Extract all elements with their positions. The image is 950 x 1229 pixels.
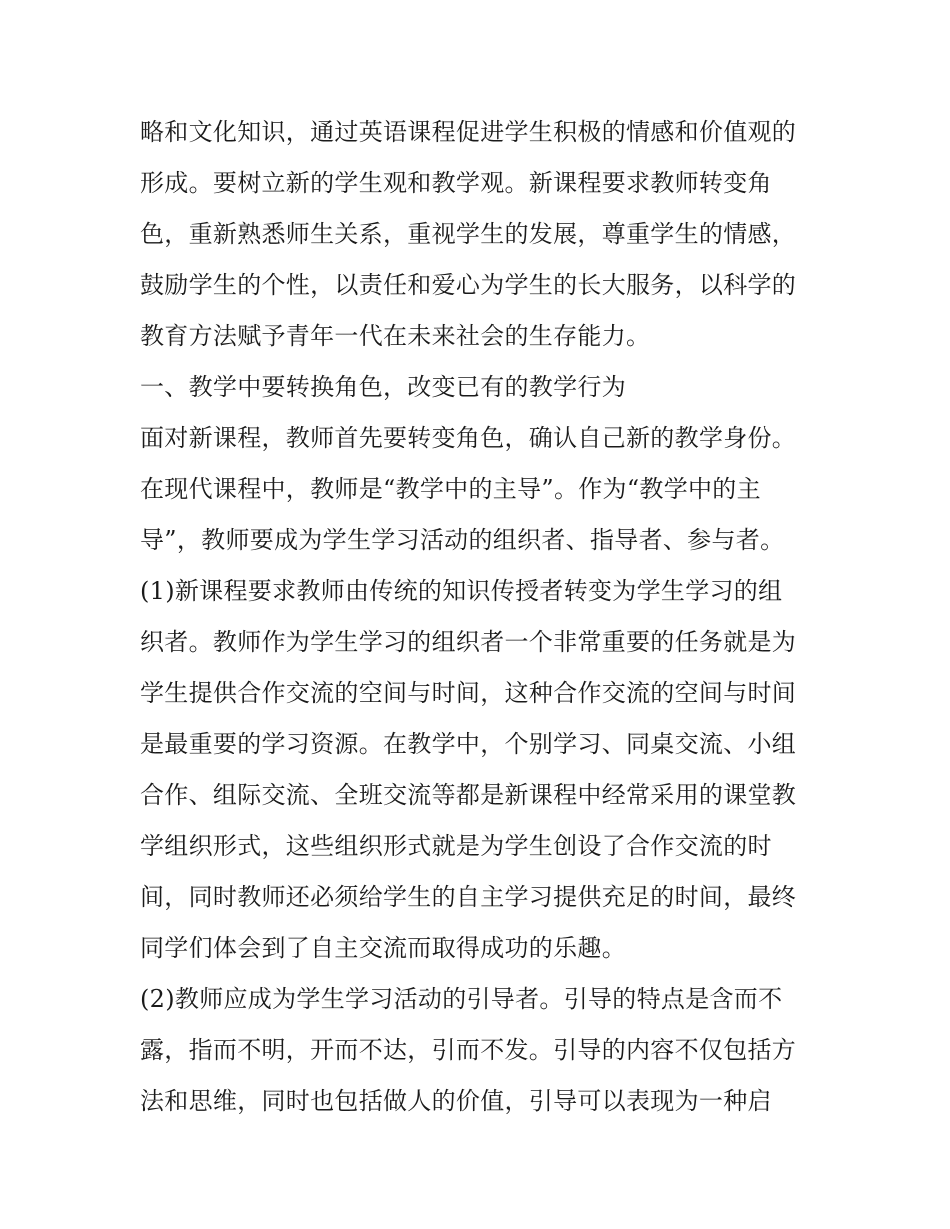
text-line: 略和文化知识，通过英语课程促进学生积极的情感和价值观的 bbox=[140, 118, 797, 146]
text-line: 在现代课程中，教师是“教学中的主导”。作为“教学中的主 bbox=[140, 475, 761, 503]
section-heading: 一、教学中要转换角色，改变已有的教学行为 bbox=[140, 373, 626, 401]
text-line: 是最重要的学习资源。在教学中，个别学习、同桌交流、小组 bbox=[140, 730, 797, 758]
text-line: 面对新课程，教师首先要转变角色，确认自己新的教学身份。 bbox=[140, 424, 797, 452]
text-line: 法和思维，同时也包括做人的价值，引导可以表现为一种启 bbox=[140, 1087, 772, 1115]
text-line: 鼓励学生的个性，以责任和爱心为学生的长大服务，以科学的 bbox=[140, 271, 797, 299]
text-line: 露，指而不明，开而不达，引而不发。引导的内容不仅包括方 bbox=[140, 1036, 797, 1064]
text-line: 同学们体会到了自主交流而取得成功的乐趣。 bbox=[140, 934, 626, 962]
text-line: 织者。教师作为学生学习的组织者一个非常重要的任务就是为 bbox=[140, 628, 797, 656]
text-line: (2)教师应成为学生学习活动的引导者。引导的特点是含而不 bbox=[140, 985, 783, 1013]
text-line: 导”，教师要成为学生学习活动的组织者、指导者、参与者。 bbox=[140, 526, 785, 554]
text-line: 教育方法赋予青年一代在未来社会的生存能力。 bbox=[140, 322, 651, 350]
text-line: 色，重新熟悉师生关系，重视学生的发展，尊重学生的情感， bbox=[140, 220, 797, 248]
text-line: (1)新课程要求教师由传统的知识传授者转变为学生学习的组 bbox=[140, 577, 783, 605]
document-body bbox=[140, 107, 820, 1127]
text-line: 合作、组际交流、全班交流等都是新课程中经常采用的课堂教 bbox=[140, 781, 797, 809]
text-line: 学生提供合作交流的空间与时间，这种合作交流的空间与时间 bbox=[140, 679, 797, 707]
text-line: 学组织形式，这些组织形式就是为学生创设了合作交流的时 bbox=[140, 832, 772, 860]
text-line: 形成。要树立新的学生观和教学观。新课程要求教师转变角 bbox=[140, 169, 772, 197]
text-line: 间，同时教师还必须给学生的自主学习提供充足的时间，最终 bbox=[140, 883, 797, 911]
